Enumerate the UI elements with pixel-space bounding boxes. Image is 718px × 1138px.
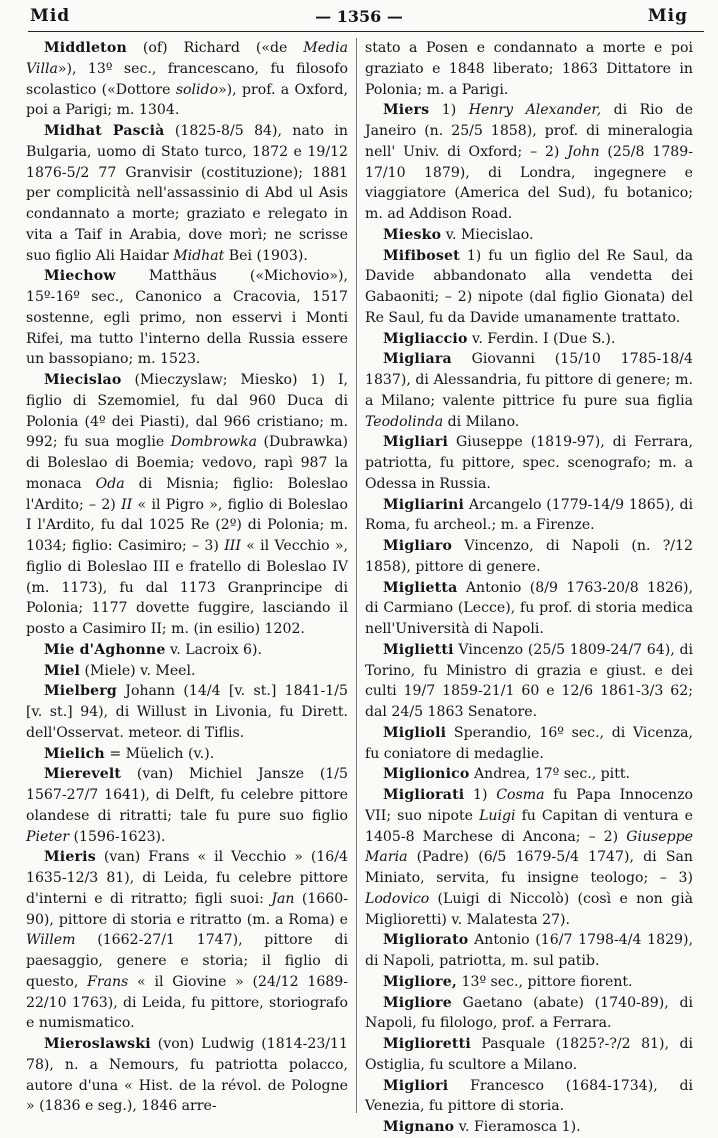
dictionary-entry [26, 764, 348, 847]
dictionary-entry [365, 225, 693, 246]
entry-text: Johann (14/4 [v. st.] 1841-1/5 [v. st.] 94), di Willust in Livonia, fu Dirett. dell'Osservat. meteor. di Tiflis. [26, 683, 348, 741]
dictionary-entry [26, 681, 348, 743]
entry-headword: Miglionico [383, 766, 470, 783]
entry-headword: Middleton [44, 40, 127, 56]
dictionary-entry [365, 972, 693, 993]
entry-text: »), prof. a Oxford, poi a Parigi; m. 1304. [26, 81, 349, 119]
dictionary-entry [26, 744, 348, 765]
entry-headword: Mielich [44, 745, 105, 762]
entry-headword: Mignano [383, 1119, 455, 1135]
entry-headword: Migliore, [383, 973, 458, 990]
entry-headword: Miglioretti [383, 1036, 471, 1052]
entry-text: Andrea, 17º sec., pitt. [469, 766, 630, 783]
left-column [26, 38, 348, 1117]
dictionary-entry [365, 329, 693, 350]
entry-italic-text: Midhat [173, 247, 225, 264]
entry-text: stato a Posen e condannato a morte e poi graziato e 1848 liberato; 1863 Dittatore in Polonia; m. a Parigi. [365, 40, 693, 98]
dictionary-entry [26, 1034, 348, 1117]
entry-text: fu Papa Innocenzo VII; suo nipote [365, 787, 693, 824]
entry-text: (Luigi di Niccolò) (così e non già Miglioretti) v. Malatesta 27). [365, 890, 693, 928]
entry-text: 1) [464, 787, 497, 803]
right-column [365, 38, 693, 1138]
running-header [30, 2, 688, 30]
entry-italic-text: solido [175, 81, 219, 98]
entry-text: v. Ferdin. I (Due S.). [467, 330, 616, 347]
dictionary-entry [365, 432, 693, 494]
entry-text: (of) Richard («de [126, 40, 304, 56]
entry-italic-text: Lodovico [365, 890, 430, 907]
entry-headword: Midhat Pascià [44, 123, 165, 139]
entry-text: (van) Frans « il Vecchio » (16/4 1635-12/3 81), di Leida, fu celebre pittore d'interni e di ritratto; figli suoi: [26, 849, 348, 907]
header-rule [28, 31, 704, 32]
entry-headword: Miglietti [383, 641, 454, 658]
dictionary-entry [365, 993, 693, 1035]
entry-text: Sperandio, 16º sec., di Vicenza, fu coniatore di medaglie. [365, 724, 693, 762]
dictionary-entry [365, 1117, 693, 1138]
entry-headword: Migliaccio [383, 330, 468, 347]
dictionary-entry [365, 246, 693, 329]
dictionary-entry [365, 640, 693, 723]
dictionary-entry [365, 578, 693, 640]
entry-text: Vincenzo (25/5 1809-24/7 64), di Torino, fu Ministro di grazia e giust. e dei culti 19/7 1859-21/1 60 e 12/6 1861-3/3 62; dal 24/5 1863 Senatore. [365, 641, 693, 720]
entry-headword: Migliaro [383, 538, 453, 554]
entry-headword: Migliara [383, 351, 452, 368]
page-number: — 1356 — [315, 6, 403, 26]
entry-italic-text: II [121, 496, 133, 513]
dictionary-entry [26, 38, 348, 121]
entry-headword: Mielberg [44, 683, 117, 700]
header-left-guideword: Mid [30, 6, 71, 26]
header-right-guideword: Mig [647, 6, 688, 26]
dictionary-entry [26, 661, 348, 682]
entry-text: « il Vecchio », figlio di Boleslao III e fratello di Boleslao IV (m. 1173), fu dal 1173 Granprincipe di Polonia; 1177 dovette fuggire, lasciando il posto a Casimiro II; m. (in esilio) 1202. [26, 538, 348, 637]
entry-text: Antonio (8/9 1763-20/8 1826), di Carmiano (Lecce), fu prof. di storia medica nell'Università di Napoli. [365, 579, 693, 637]
entry-italic-text: Cosma [496, 787, 545, 803]
entry-headword: Miglioli [383, 724, 447, 741]
dictionary-entry [365, 100, 693, 225]
dictionary-entry [26, 370, 348, 640]
entry-text: « il Pigro », figlio di Boleslao I l'Ardito, fu dal 1025 Re (2º) di Polonia; m. 1034; figlio: Casimiro; – 3) [26, 496, 348, 554]
entry-text: v. Fieramosca 1). [454, 1119, 581, 1135]
entry-text: fu Capitan di ventura e 1405-8 Marchese di Ancona; – 2) [365, 807, 693, 845]
entry-headword: Mie d'Aghonne [44, 641, 166, 658]
entry-text: Vincenzo, di Napoli (n. ?/12 1858), pittore di genere. [365, 538, 693, 575]
dictionary-entry [365, 785, 693, 930]
column-divider [356, 38, 357, 1113]
entry-italic-text: Jan [271, 890, 295, 907]
entry-italic-text: Luigi [479, 807, 516, 824]
entry-italic-text: Henry Alexander, [468, 102, 602, 119]
entry-text: Giuseppe (1819-97), di Ferrara, patriotta, fu pittore, spec. scenografo; m. a Odessa in Russia. [365, 434, 693, 492]
entry-text: = Müelich (v.). [104, 745, 215, 762]
entry-italic-text: Frans [87, 973, 129, 990]
dictionary-entry [26, 640, 348, 661]
entry-text: »), 13º sec., francescano, fu filosofo scolastico («Dottore [26, 60, 348, 98]
entry-italic-text: Media Villa [26, 40, 348, 77]
entry-headword: Mierevelt [44, 766, 122, 783]
entry-text: Gaetano (abate) (1740-89), di Napoli, fu filologo, prof. a Ferrara. [365, 994, 693, 1032]
entry-headword: Migliore [383, 994, 452, 1011]
entry-headword: Mifiboset [383, 247, 460, 264]
entry-text: di Milano. [443, 413, 520, 430]
entry-text: « il Giovine » (24/12 1689-22/10 1763), di Leida, fu pittore, storiografo e numismatico. [26, 973, 348, 1032]
entry-text: (1662-27/1 1747), pittore di paesaggio, genere e storia; il figlio di questo, [26, 932, 348, 990]
entry-headword: Migliorato [383, 932, 469, 949]
dictionary-entry [26, 847, 348, 1034]
dictionary-entry [365, 349, 693, 432]
entry-headword: Miglietta [383, 579, 458, 596]
entry-text: Matthäus («Michovio»), 15º-16º sec., Canonico a Cracovia, 1517 sostenne, egli primo, non esservi i Monti Rifei, ma tutto l'interno della Russia essere un bassopiano; m. 1523. [26, 268, 348, 368]
entry-text: Francesco (1684-1734), di Venezia, fu pittore di storia. [365, 1077, 693, 1115]
entry-headword: Mieroslawski [44, 1036, 151, 1052]
dictionary-entry [365, 1034, 693, 1076]
dictionary-entry [365, 723, 693, 765]
entry-headword: Migliarini [383, 496, 465, 513]
entry-headword: Miecislao [44, 372, 122, 388]
entry-headword: Mieris [44, 849, 96, 866]
entry-text: (Padre) (6/5 1679-5/4 1747), di San Miniato, servita, fu insigne teologo; – 3) [365, 849, 693, 886]
entry-text: (Mieczyslaw; Miesko) 1) I, figlio di Szemomiel, fu dal 960 Duca di Polonia (4º dei Piasti), dal 966 cristiano; m. 992; fu sua moglie [26, 372, 348, 451]
entry-italic-text: Dombrowka [170, 434, 258, 451]
entry-text: (1825-8/5 84), nato in Bulgaria, uomo di Stato turco, 1872 e 19/12 1876-5/2 77 Granvisir (costituzione); 1881 per complicità nell'assassinio di Abd ul Asis condannato a morte; graziato e relegato in vita a Taif in Arabia, dove morì; ne scrisse suo figlio Ali Haidar [26, 123, 349, 264]
entry-italic-text: Oda [95, 475, 125, 492]
entry-headword: Miers [383, 102, 430, 119]
dictionary-entry [365, 764, 693, 785]
entry-text: Giovanni (15/10 1785-18/4 1837), di Alessandria, fu pittore di genere; m. a Milano; valente pittrice fu pure sua figlia [365, 351, 693, 409]
dictionary-entry [365, 1076, 693, 1118]
entry-text: Arcangelo (1779-14/9 1865), di Roma, fu archeol.; m. a Firenze. [365, 496, 693, 534]
entry-text: (25/8 1789-17/10 1879), di Londra, ingegnere e viaggiatore (America del Sud), fu botanico; m. ad Addison Road. [365, 143, 693, 222]
entry-text: 1) fu un figlio del Re Saul, da Davide abbandonato alla vendetta dei Gabaoniti; – 2) nipote (dal figlio Gionata) del Re Saul, fu da Davide umanamente trattato. [365, 247, 693, 326]
entry-text: (van) Michiel Jansze (1/5 1567-27/7 1641), di Delft, fu celebre pittore olandese di ritratti; tale fu pure suo figlio [26, 766, 348, 824]
entry-text: Antonio (16/7 1798-4/4 1829), di Napoli, patriotta, m. sul patib. [365, 932, 693, 969]
dictionary-entry [365, 38, 693, 100]
entry-headword: Miel [44, 662, 81, 679]
entry-text: v. Lacroix 6). [165, 641, 262, 658]
entry-text: di Misnia; figlio: Boleslao l'Ardito; – 2) [26, 475, 348, 513]
entry-text: v. Miecislao. [441, 226, 534, 243]
entry-headword: Miechow [44, 268, 116, 285]
entry-text: 1) [429, 102, 469, 119]
entry-text: 13º sec., pittore fiorent. [457, 973, 633, 990]
entry-italic-text: Willem [26, 932, 76, 949]
entry-headword: Miesko [383, 226, 442, 243]
entry-text: (Dubrawka) di Boleslao di Boemia; vedovo, rapì 987 la monaca [26, 434, 348, 492]
entry-text: (von) Ludwig (1814-23/11 78), n. a Nemours, fu patriotta polacco, autore d'una « Hist. de la révol. de Pologne » (1836 e seg.), 1846 arre- [26, 1036, 348, 1115]
dictionary-entry [365, 930, 693, 972]
entry-italic-text: Giuseppe Maria [365, 828, 693, 866]
entry-text: di Rio de Janeiro (n. 25/5 1858), prof. di mineralogia nell' Univ. di Oxford; – 2) [365, 102, 694, 160]
entry-text: (1660-90), pittore di storia e ritratto (m. a Roma) e [26, 890, 349, 928]
entry-text: (1596-1623). [69, 828, 166, 845]
entry-headword: Migliorati [383, 787, 465, 803]
dictionary-entry [26, 121, 348, 266]
entry-italic-text: Pieter [26, 828, 70, 845]
entry-italic-text: John [567, 143, 600, 160]
entry-italic-text: Teodolinda [365, 413, 444, 430]
entry-headword: Migliari [383, 434, 449, 451]
entry-italic-text: III [224, 538, 241, 554]
entry-headword: Migliori [383, 1077, 449, 1094]
dictionary-entry [365, 495, 693, 537]
dictionary-entry [365, 536, 693, 578]
dictionary-entry [26, 266, 348, 370]
entry-text: Bei (1903). [224, 247, 308, 264]
entry-text: (Miele) v. Meel. [80, 662, 196, 679]
entry-text: Pasquale (1825?-?/2 81), di Ostiglia, fu scultore a Milano. [365, 1036, 693, 1073]
